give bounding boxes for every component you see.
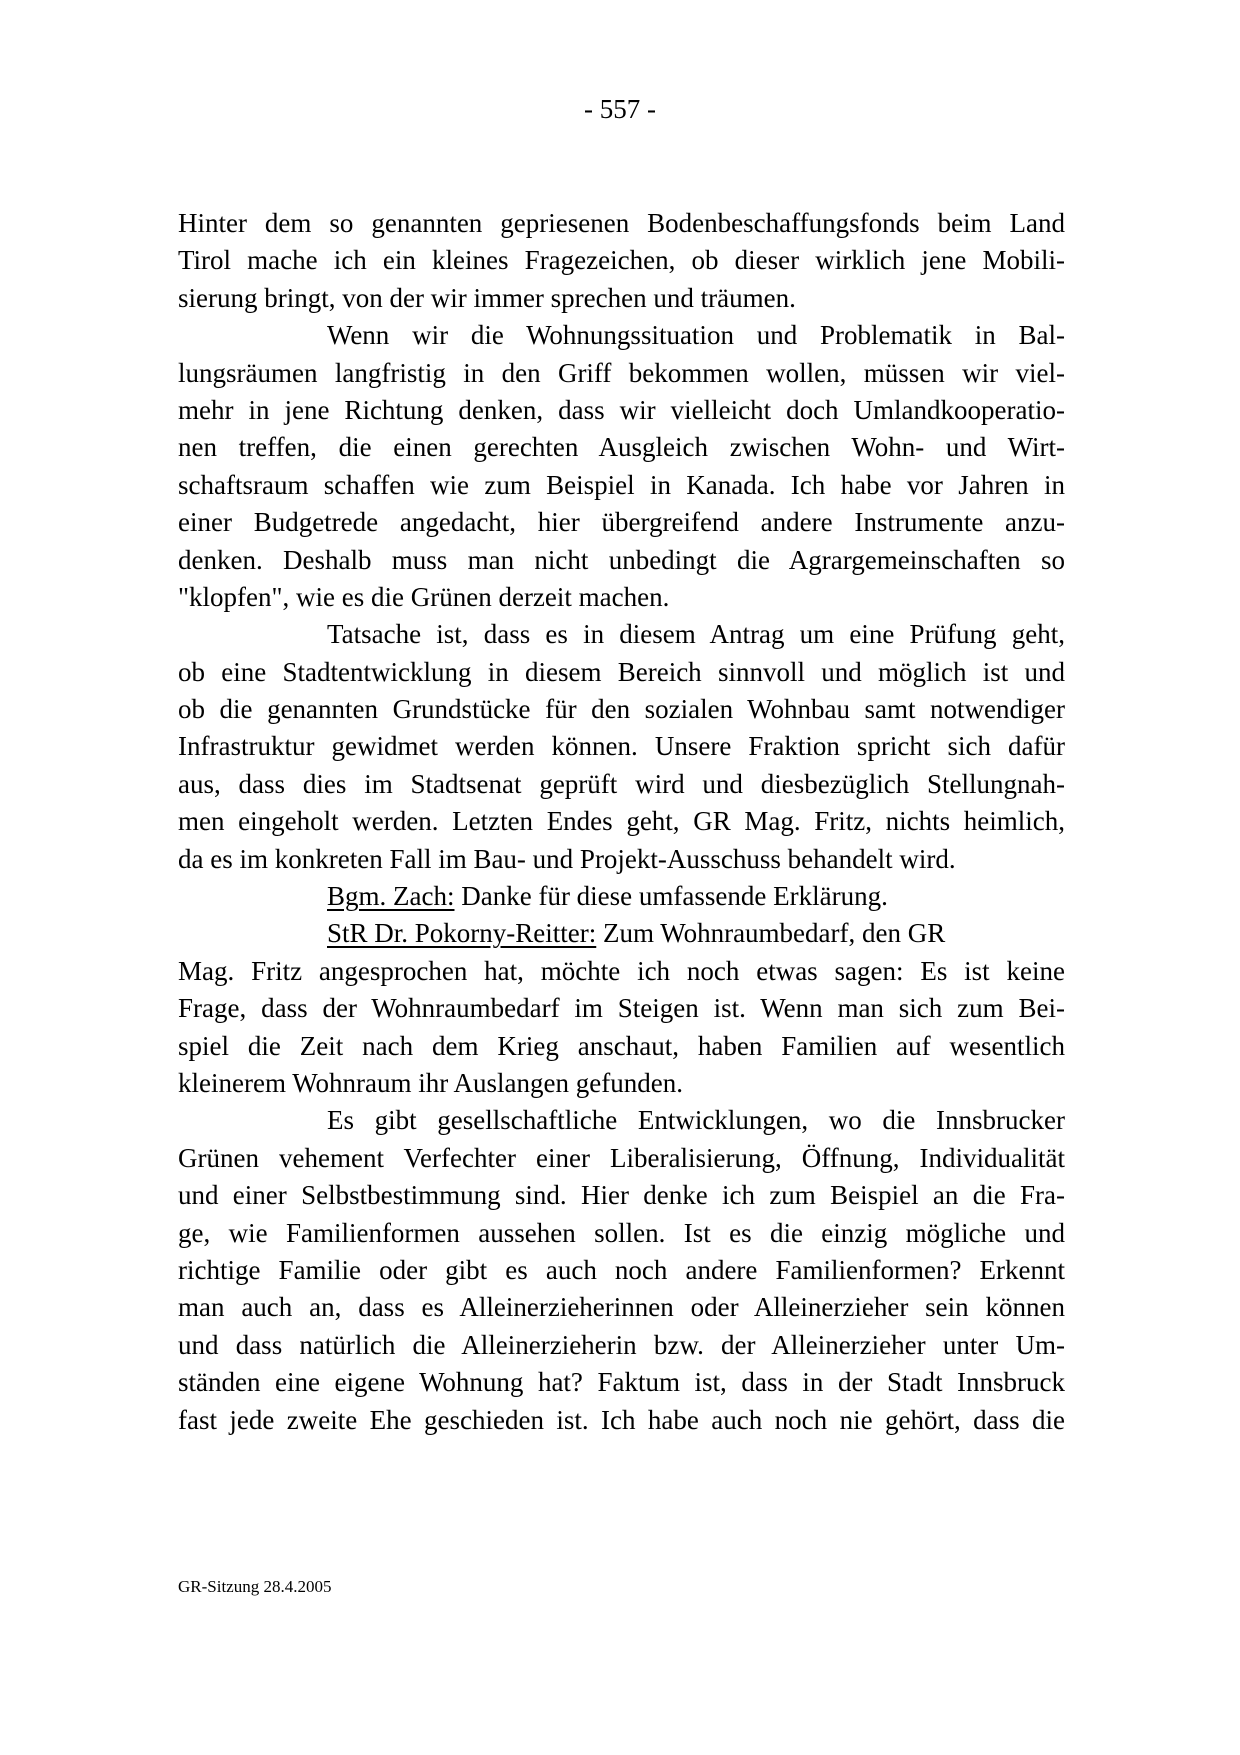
text-line: ob eine Stadtentwicklung in diesem Bereich sinnvoll und möglich ist und bbox=[178, 656, 1065, 687]
text-line: spiel die Zeit nach dem Krieg anschaut, haben Familien auf wesentlich bbox=[178, 1030, 1065, 1061]
page-number: - 557 - bbox=[584, 94, 656, 124]
text-line: kleinerem Wohnraum ihr Auslangen gefunden. bbox=[178, 1067, 683, 1098]
paragraph-start-line: Wenn wir die Wohnungssituation und Problematik in Bal- bbox=[327, 320, 1065, 351]
text-line: ge, wie Familienformen aussehen sollen. Ist es die einzig mögliche und bbox=[178, 1217, 1065, 1248]
text-line: und dass natürlich die Alleinerzieherin bzw. der Alleinerzieher unter Um- bbox=[178, 1329, 1065, 1360]
speaker-name-pokorny: StR Dr. Pokorny-Reitter: bbox=[327, 918, 597, 949]
text-line: lungsräumen langfristig in den Griff bekommen wollen, müssen wir viel- bbox=[178, 357, 1065, 388]
text-line: aus, dass dies im Stadtsenat geprüft wird und diesbezüglich Stellungnah- bbox=[178, 768, 1065, 799]
text-line: Infrastruktur gewidmet werden können. Unsere Fraktion spricht sich dafür bbox=[178, 731, 1065, 762]
text-line: Tirol mache ich ein kleines Fragezeichen, ob dieser wirklich jene Mobili- bbox=[178, 245, 1065, 276]
speaker-text: Zum Wohnraumbedarf, den GR bbox=[603, 918, 946, 949]
text-line: Frage, dass der Wohnraumbedarf im Steigen ist. Wenn man sich zum Bei- bbox=[178, 993, 1065, 1024]
text-line: Hinter dem so genannten gepriesenen Bodenbeschaffungsfonds beim Land bbox=[178, 208, 1065, 238]
text-line: men eingeholt werden. Letzten Endes geht, GR Mag. Fritz, nichts heimlich, bbox=[178, 806, 1065, 837]
text-line: schaftsraum schaffen wie zum Beispiel in Kanada. Ich habe vor Jahren in bbox=[178, 469, 1065, 500]
text-line: Mag. Fritz angesprochen hat, möchte ich noch etwas sagen: Es ist keine bbox=[178, 955, 1065, 986]
paragraph-start-line: Es gibt gesellschaftliche Entwicklungen, wo die Innsbrucker bbox=[327, 1105, 1065, 1136]
text-line: richtige Familie oder gibt es auch noch andere Familienformen? Erkennt bbox=[178, 1254, 1065, 1285]
text-line: ob die genannten Grundstücke für den sozialen Wohnbau samt notwendiger bbox=[178, 694, 1065, 725]
text-line: denken. Deshalb muss man nicht unbedingt die Agrargemeinschaften so bbox=[178, 544, 1065, 575]
paragraph-start-line: Tatsache ist, dass es in diesem Antrag um eine Prüfung geht, bbox=[327, 619, 1065, 650]
footer: GR-Sitzung 28.4.2005 bbox=[178, 1577, 332, 1596]
text-line: man auch an, dass es Alleinerzieherinnen oder Alleinerzieher sein können bbox=[178, 1292, 1065, 1323]
text-line: "klopfen", wie es die Grünen derzeit machen. bbox=[178, 581, 670, 612]
text-line: nen treffen, die einen gerechten Ausgleich zwischen Wohn- und Wirt- bbox=[178, 432, 1065, 463]
text-line: mehr in jene Richtung denken, dass wir vielleicht doch Umlandkooperatio- bbox=[178, 394, 1065, 425]
text-line: einer Budgetrede angedacht, hier übergreifend andere Instrumente anzu- bbox=[178, 507, 1065, 538]
speaker-name-zach: Bgm. Zach: bbox=[327, 881, 455, 912]
text-line: sierung bringt, von der wir immer sprechen und träumen. bbox=[178, 282, 796, 313]
text-line: Grünen vehement Verfechter einer Liberalisierung, Öffnung, Individualität bbox=[178, 1142, 1065, 1173]
body-text bbox=[178, 205, 1065, 1439]
text-line: da es im konkreten Fall im Bau- und Projekt-Ausschuss behandelt wird. bbox=[178, 843, 956, 874]
speaker-line-zach bbox=[178, 878, 1065, 915]
speaker-line-pokorny bbox=[178, 915, 1065, 952]
text-line: und einer Selbstbestimmung sind. Hier denke ich zum Beispiel an die Fra- bbox=[178, 1180, 1065, 1211]
text-line: fast jede zweite Ehe geschieden ist. Ich habe auch noch nie gehört, dass die bbox=[178, 1404, 1065, 1435]
speaker-text: Danke für diese umfassende Erklärung. bbox=[461, 881, 888, 912]
text-line: ständen eine eigene Wohnung hat? Faktum ist, dass in der Stadt Innsbruck bbox=[178, 1367, 1065, 1398]
